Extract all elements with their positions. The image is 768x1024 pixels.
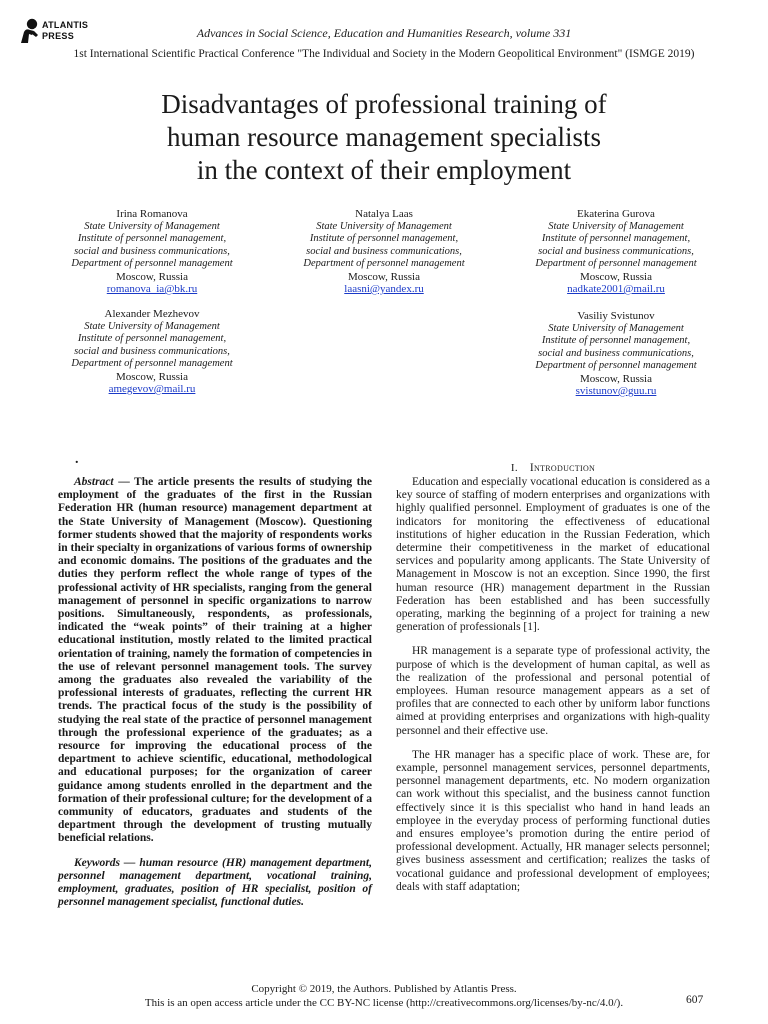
author-name: Vasiliy Svistunov bbox=[577, 310, 655, 322]
author-city: Moscow, Russia bbox=[579, 270, 652, 283]
section-heading bbox=[396, 462, 710, 474]
author-city: Moscow, Russia bbox=[115, 270, 188, 283]
author-affiliation: State University of Management bbox=[548, 220, 684, 232]
author-email-link[interactable]: amegevov@mail.ru bbox=[108, 383, 196, 395]
author-affiliation: Department of personnel management bbox=[303, 258, 465, 269]
author-affiliation: Institute of personnel management, bbox=[309, 233, 459, 244]
paper-title bbox=[60, 88, 708, 187]
author-affiliation: social and business communications, bbox=[538, 245, 694, 257]
abstract-text: — The article presents the results of studying the employment of the graduates of the first in the Russian Federation HR (human resource) management department at the State University of Management (Moscow). Questioning former students showed that the majority of respondents works in their specialty in organizations of various forms of ownership and economic domains. The positions of the graduates and the duties they perform reflect the whole range of types of the professional activity of HR specialists, ranging from the general management of personnel in specific organizations to narrow positions. Simultaneously, respondents, as professionals, indicated the “weak points” of their training at a higher educational institution, mostly related to the limited practical orientation of training, namely the formation of competencies in the use of relevant personnel management tools. The survey among the graduates also revealed the variability of the professional interests of graduates, reflecting the current HR trends. The practical focus of the study is the possibility of studying the real state of the practice of personnel management through the professional experience of the graduates; as a resource for improving the educational process of the department to achieve scientific, educational, methodological and educational purposes; for the organization of career guidance among students enrolled in the department and the formation of their professional culture; for the development of a community of educators, graduates and students of the department through the development of trusting mutually beneficial relations. bbox=[58, 476, 372, 845]
author-city: Moscow, Russia bbox=[579, 372, 652, 385]
author-affiliation: social and business communications, bbox=[306, 245, 462, 257]
author-affiliation: Institute of personnel management, bbox=[77, 233, 227, 244]
copyright-line: Copyright © 2019, the Authors. Published by Atlantis Press. bbox=[251, 983, 517, 995]
logo-line-2: PRESS bbox=[42, 31, 75, 41]
left-column bbox=[58, 476, 372, 921]
title-line: in the context of their employment bbox=[196, 155, 572, 185]
conference-header: 1st International Scientific Practical Conference "The Individual and Society in the Modern Geopolitical Environment" (ISMGE 2019) bbox=[73, 48, 695, 60]
keywords-text: — human resource (HR) management department, personnel management department, vocational training, employment, graduates, position of HR specialist, position of personnel management specialist, functional duties. bbox=[58, 856, 372, 909]
author-name: Irina Romanova bbox=[116, 208, 188, 220]
stray-mark: . bbox=[75, 452, 79, 467]
author-block bbox=[269, 208, 499, 296]
author-affiliation: Institute of personnel management, bbox=[77, 333, 227, 344]
author-affiliation: State University of Management bbox=[84, 320, 220, 332]
author-affiliation: Department of personnel management bbox=[535, 360, 697, 371]
author-affiliation: Department of personnel management bbox=[71, 358, 233, 369]
title-line: Disadvantages of professional training of bbox=[161, 89, 607, 119]
body-paragraph: The HR manager has a specific place of work. These are, for example, personnel management services, personnel departments, personnel management departments, etc. No modern organization can work without this specialist, and the business cannot function effectively since it is this specialist who hand in hand leads an employee in the everyday process of performing functional duties and ensures employee’s promotion during the entire period of professional development. Actually, HR manager selects personnel; gives business assessment and certification; realizes the tasks of vocational guidance and professional development of employees; deals with staff adaptation; bbox=[396, 748, 710, 893]
author-affiliation: State University of Management bbox=[84, 220, 220, 232]
author-block bbox=[501, 310, 731, 398]
logo-line-1: ATLANTIS bbox=[42, 20, 89, 30]
body-paragraph: HR management is a separate type of professional activity, the purpose of which is the development of human capital, as well as the realization of the professional and personal potential of employees. Human resource management appears as a set of profiles that are connected to each other by uniform labor functions aimed at providing enterprises and organizations with high-quality personnel and their effective use. bbox=[396, 645, 710, 737]
abstract-label: Abstract bbox=[74, 476, 114, 488]
author-email-link[interactable]: nadkate2001@mail.ru bbox=[567, 283, 665, 295]
author-email-link[interactable]: svistunov@guu.ru bbox=[575, 385, 657, 397]
footer bbox=[0, 982, 768, 1010]
section-number: I. bbox=[510, 462, 518, 474]
right-column bbox=[396, 476, 710, 905]
keywords-paragraph bbox=[58, 857, 372, 910]
author-affiliation: social and business communications, bbox=[538, 347, 694, 359]
abstract-paragraph bbox=[58, 476, 372, 846]
author-affiliation: social and business communications, bbox=[74, 345, 230, 357]
author-block bbox=[37, 308, 267, 396]
author-affiliation: Department of personnel management bbox=[71, 258, 233, 269]
section-title: Introduction bbox=[529, 462, 596, 474]
keywords-label: Keywords bbox=[74, 856, 120, 869]
author-email-link[interactable]: laasni@yandex.ru bbox=[344, 283, 424, 295]
page-number: 607 bbox=[686, 994, 704, 1006]
author-city: Moscow, Russia bbox=[347, 270, 420, 283]
author-name: Natalya Laas bbox=[355, 208, 413, 220]
author-affiliation: State University of Management bbox=[548, 322, 684, 334]
author-email-link[interactable]: romanova_ia@bk.ru bbox=[106, 283, 198, 295]
title-line: human resource management specialists bbox=[166, 122, 602, 152]
author-affiliation: Institute of personnel management, bbox=[541, 233, 691, 244]
author-affiliation: State University of Management bbox=[316, 220, 452, 232]
author-affiliation: Institute of personnel management, bbox=[541, 335, 691, 346]
license-line: This is an open access article under the CC BY-NC license (http://creativecommons.org/licenses/by-nc/4.0/). bbox=[144, 997, 624, 1009]
journal-header: Advances in Social Science, Education and Humanities Research, volume 331 bbox=[196, 26, 572, 40]
author-block bbox=[37, 208, 267, 296]
author-affiliation: social and business communications, bbox=[74, 245, 230, 257]
author-block bbox=[501, 208, 731, 296]
body-paragraph: Education and especially vocational education is considered as a key source of staffing of modern enterprises and organizations with highly qualified personnel. Employment of graduates is one of the indicators for monitoring the effectiveness of educational institutions of higher education in the Russian Federation, which determine their competitiveness in the market of educational services and popularity among applicants. The State University of Management in Moscow is not an exception. Since 1990, the first human resource (HR) management department in the Russian Federation has been established and has been successfully operating, marking the beginning of a project for training a new generation of professionals [1]. bbox=[396, 476, 710, 634]
author-name: Ekaterina Gurova bbox=[577, 208, 655, 220]
author-city: Moscow, Russia bbox=[115, 370, 188, 383]
author-affiliation: Department of personnel management bbox=[535, 258, 697, 269]
author-name: Alexander Mezhevov bbox=[104, 308, 200, 320]
